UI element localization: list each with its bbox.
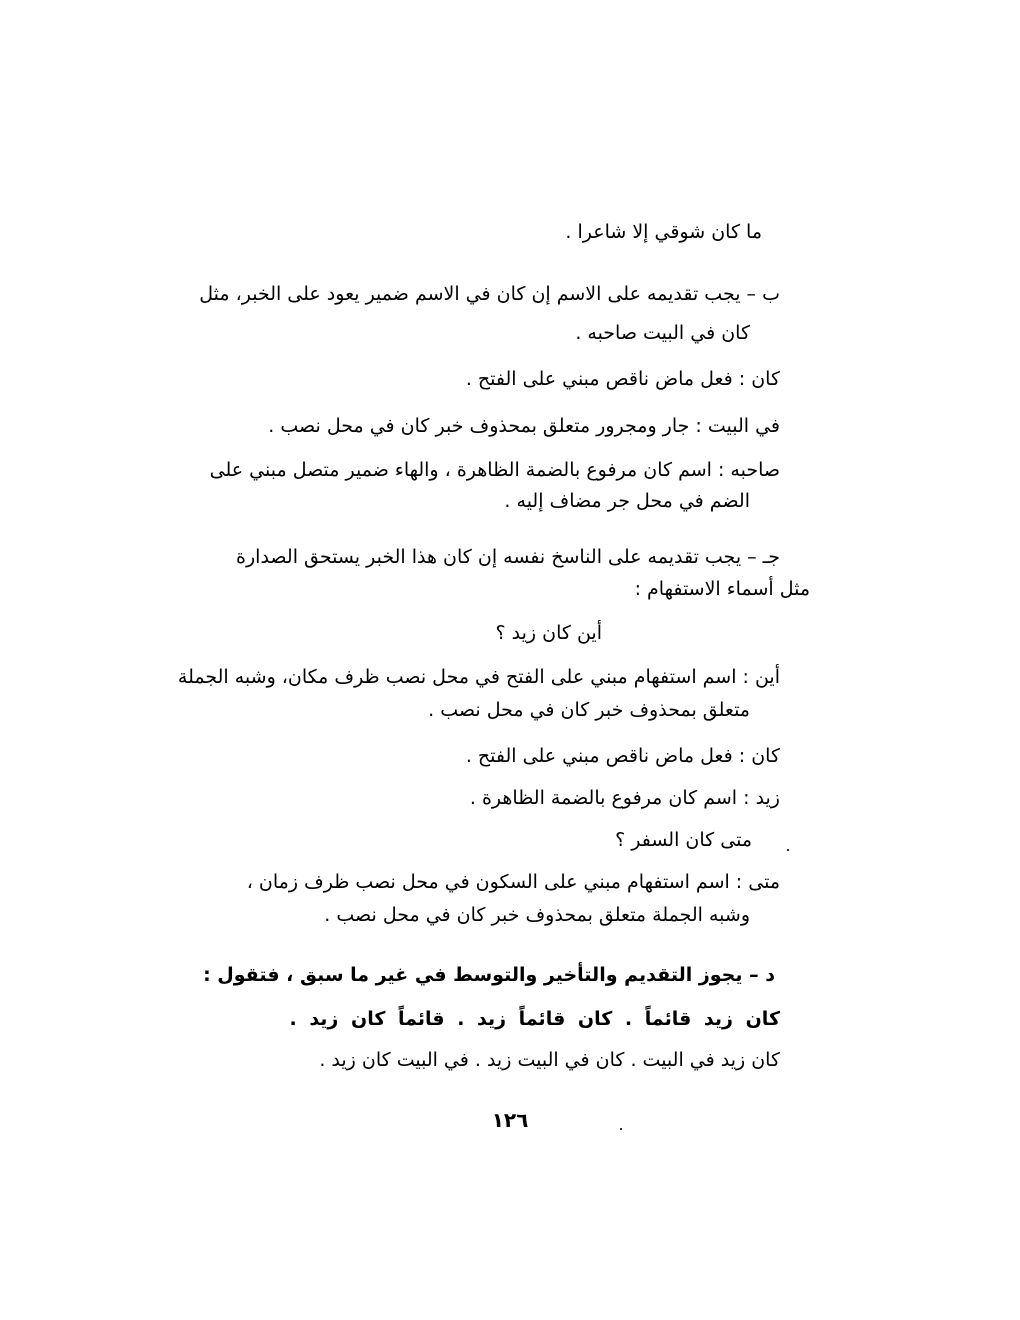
parsing-line: صاحبه : اسم كان مرفوع بالضمة الظاهرة ، والهاء ضمير متصل مبني على xyxy=(209,459,780,481)
rule-b-example: كان في البيت صاحبه . xyxy=(575,322,750,344)
example-sentences: كان زيد في البيت . كان في البيت زيد . في البيت كان زيد . xyxy=(319,1049,780,1071)
parsing-line: كان : فعل ماض ناقص مبني على الفتح . xyxy=(465,368,780,390)
parsing-line: في البيت : جار ومجرور متعلق بمحذوف خبر كان في محل نصب . xyxy=(268,415,780,437)
parsing-line-continued: الضم في محل جر مضاف إليه . xyxy=(504,490,750,512)
parsing-line: زيد : اسم كان مرفوع بالضمة الظاهرة . xyxy=(469,787,780,809)
rule-d-text: د – يجوز التقديم والتأخير والتوسط في غير ما سبق ، فتقول : xyxy=(203,964,775,986)
example-sentences: كان زيد قائماً . كان قائماً زيد . قائماً كان زيد . xyxy=(289,1008,780,1030)
parsing-line: متى : اسم استفهام مبني على السكون في محل نصب ظرف زمان ، xyxy=(246,871,780,893)
page-number: ١٢٦ xyxy=(491,1108,529,1132)
rule-j-text: جـ – يجب تقديمه على الناسخ نفسه إن كان هذا الخبر يستحق الصدارة xyxy=(236,546,780,568)
scan-speck xyxy=(787,849,789,851)
example-sentence: متى كان السفر ؟ xyxy=(615,829,752,851)
parsing-line-continued: متعلق بمحذوف خبر كان في محل نصب . xyxy=(428,699,750,721)
rule-b-text: ب – يجب تقديمه على الاسم إن كان في الاسم ضمير يعود على الخبر، مثل xyxy=(199,283,780,305)
example-sentence: ما كان شوقي إلا شاعرا . xyxy=(565,221,762,243)
parsing-line: أين : اسم استفهام مبني على الفتح في محل نصب ظرف مكان، وشبه الجملة xyxy=(177,666,780,688)
parsing-line: كان : فعل ماض ناقص مبني على الفتح . xyxy=(465,745,780,767)
parsing-line-continued: وشبه الجملة متعلق بمحذوف خبر كان في محل نصب . xyxy=(324,904,750,926)
example-sentence: أين كان زيد ؟ xyxy=(495,622,602,644)
scan-speck xyxy=(620,1128,622,1130)
rule-j-text-continued: مثل أسماء الاستفهام : xyxy=(634,578,810,600)
